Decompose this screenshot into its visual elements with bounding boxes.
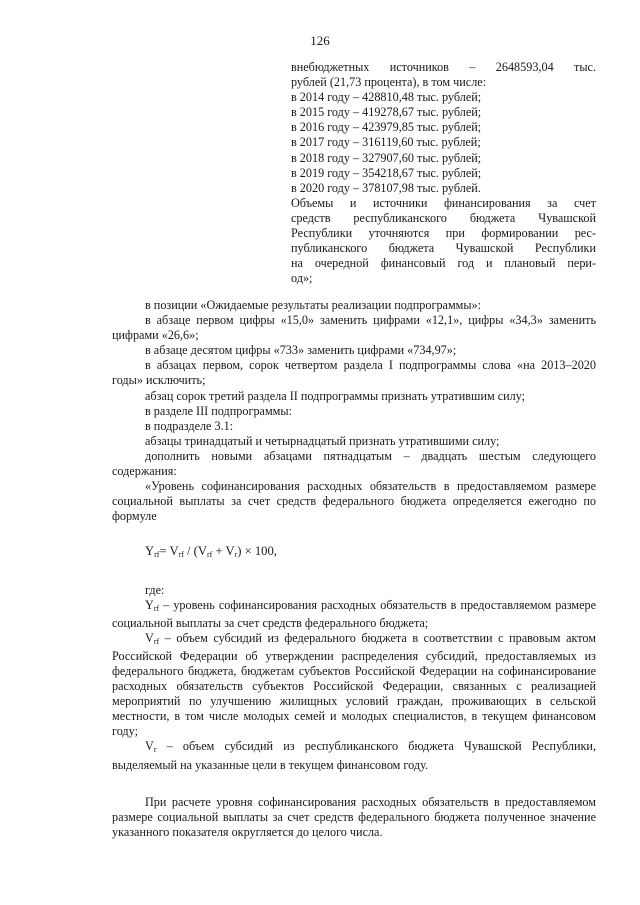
volumes-line: Объемы и источники финансирования за счет [291,195,596,210]
volumes-line: на очередной финансовый год и плановый пери- [291,256,596,271]
paragraph: в абзаце первом цифры «15,0» заменить цифрами «12,1», цифры «34,3» заменить цифрами «26,6»; [112,313,596,343]
definition-symbol: V [145,630,154,645]
year-line: в 2018 году – 327907,60 тыс. рублей; [291,150,482,165]
volumes-line: Республики уточняются при формировании рес- [291,226,596,241]
paragraph: в абзацах первом, сорок четвертом раздела I подпрограммы слова «на 2013–2020 годы» исключить; [112,358,596,388]
formula-part: ) × 100, [237,544,277,559]
definition [112,598,596,631]
where-label: где: [145,582,165,597]
definition-subscript: rf [153,603,160,613]
paragraph: «Уровень софинансирования расходных обязательств в предоставляемом размере социальной выплаты за счет средств федерального бюджета определяется ежегодно по формуле [112,479,596,524]
formula [145,544,596,562]
formula-part: + V [212,544,235,559]
spacer [112,773,596,795]
page-number: 126 [310,33,330,48]
formula-subscript: rf [154,550,160,560]
definition-text: – объем субсидий из республиканского бюджета Чувашской Республики, выделяемый на указанные цели в текущем финансовом году. [112,739,596,772]
volumes-line: публиканского бюджета Чувашской Республики [291,241,596,256]
volumes-line: средств республиканского бюджета Чувашской [291,210,596,225]
financing-line: рублей (21,73 процента), в том числе: [291,75,487,90]
paragraph: в позиции «Ожидаемые результаты реализации подпрограммы»: [145,298,482,312]
financing-column [291,60,596,286]
final-paragraph: При расчете уровня софинансирования расходных обязательств в предоставляемом размере социальной выплаты за счет средств федерального бюджета полученное значение указанного показателя округляется до целого числа. [112,794,596,839]
year-line: в 2017 году – 316119,60 тыс. рублей; [291,135,481,150]
paragraph: в абзаце десятом цифры «733» заменить цифрами «734,97»; [145,343,457,358]
formula-subscript: rf [178,550,184,560]
formula-part: Y [145,544,155,559]
paragraph: дополнить новыми абзацами пятнадцатым – двадцать шестым следующего содержания: [112,448,596,479]
definition-text: – объем субсидий из федерального бюджета в соответствии с правовым актом Российской Федерации об утверждении распределения субсидий, предоставляемых из федерального бюджета, бюджетам субъектов Российской Федерации на софинансирование расходных обязательств субъектов Российской Федерации, связанных с реализацией мероприятий по улучшению жилищных условий граждан, проживающих в сельской местности, в том числе молодых семей и молодых специалистов, в текущем финансовом году; [112,630,596,739]
formula-part: = V [159,544,179,559]
formula-part: / (V [183,544,207,559]
year-line: в 2020 году – 378107,98 тыс. рублей. [291,180,481,195]
year-line: в 2015 году – 419278,67 тыс. рублей; [291,105,482,120]
paragraph: абзацы тринадцатый и четырнадцатый признать утратившими силу; [145,433,500,448]
formula-subscript: rf [206,550,213,560]
volumes-line: од»; [291,271,313,286]
formula-subscript: r [234,550,238,560]
year-line: в 2014 году – 428810,48 тыс. рублей; [291,90,482,105]
financing-line: внебюджетных источников – 2648593,04 тыс. [291,60,596,74]
year-line: в 2016 году – 423979,85 тыс. рублей; [291,120,482,135]
paragraph: в разделе III подпрограммы: [145,403,292,418]
paragraph: в подразделе 3.1: [145,418,234,433]
definition-subscript: r [153,745,157,755]
year-line: в 2019 году – 354218,67 тыс. рублей; [291,165,482,180]
paragraph: абзац сорок третий раздела II подпрограммы признать утратившим силу; [145,388,526,403]
definition-subscript: rf [153,636,160,646]
definition-symbol: Y [145,597,154,612]
definition-symbol: V [145,739,154,754]
definition [112,739,596,772]
definition-text: – уровень софинансирования расходных обязательств в предоставляемом размере социальной выплаты за счет средств федерального бюджета; [112,597,596,630]
main-text [112,298,596,840]
definition [112,631,596,740]
